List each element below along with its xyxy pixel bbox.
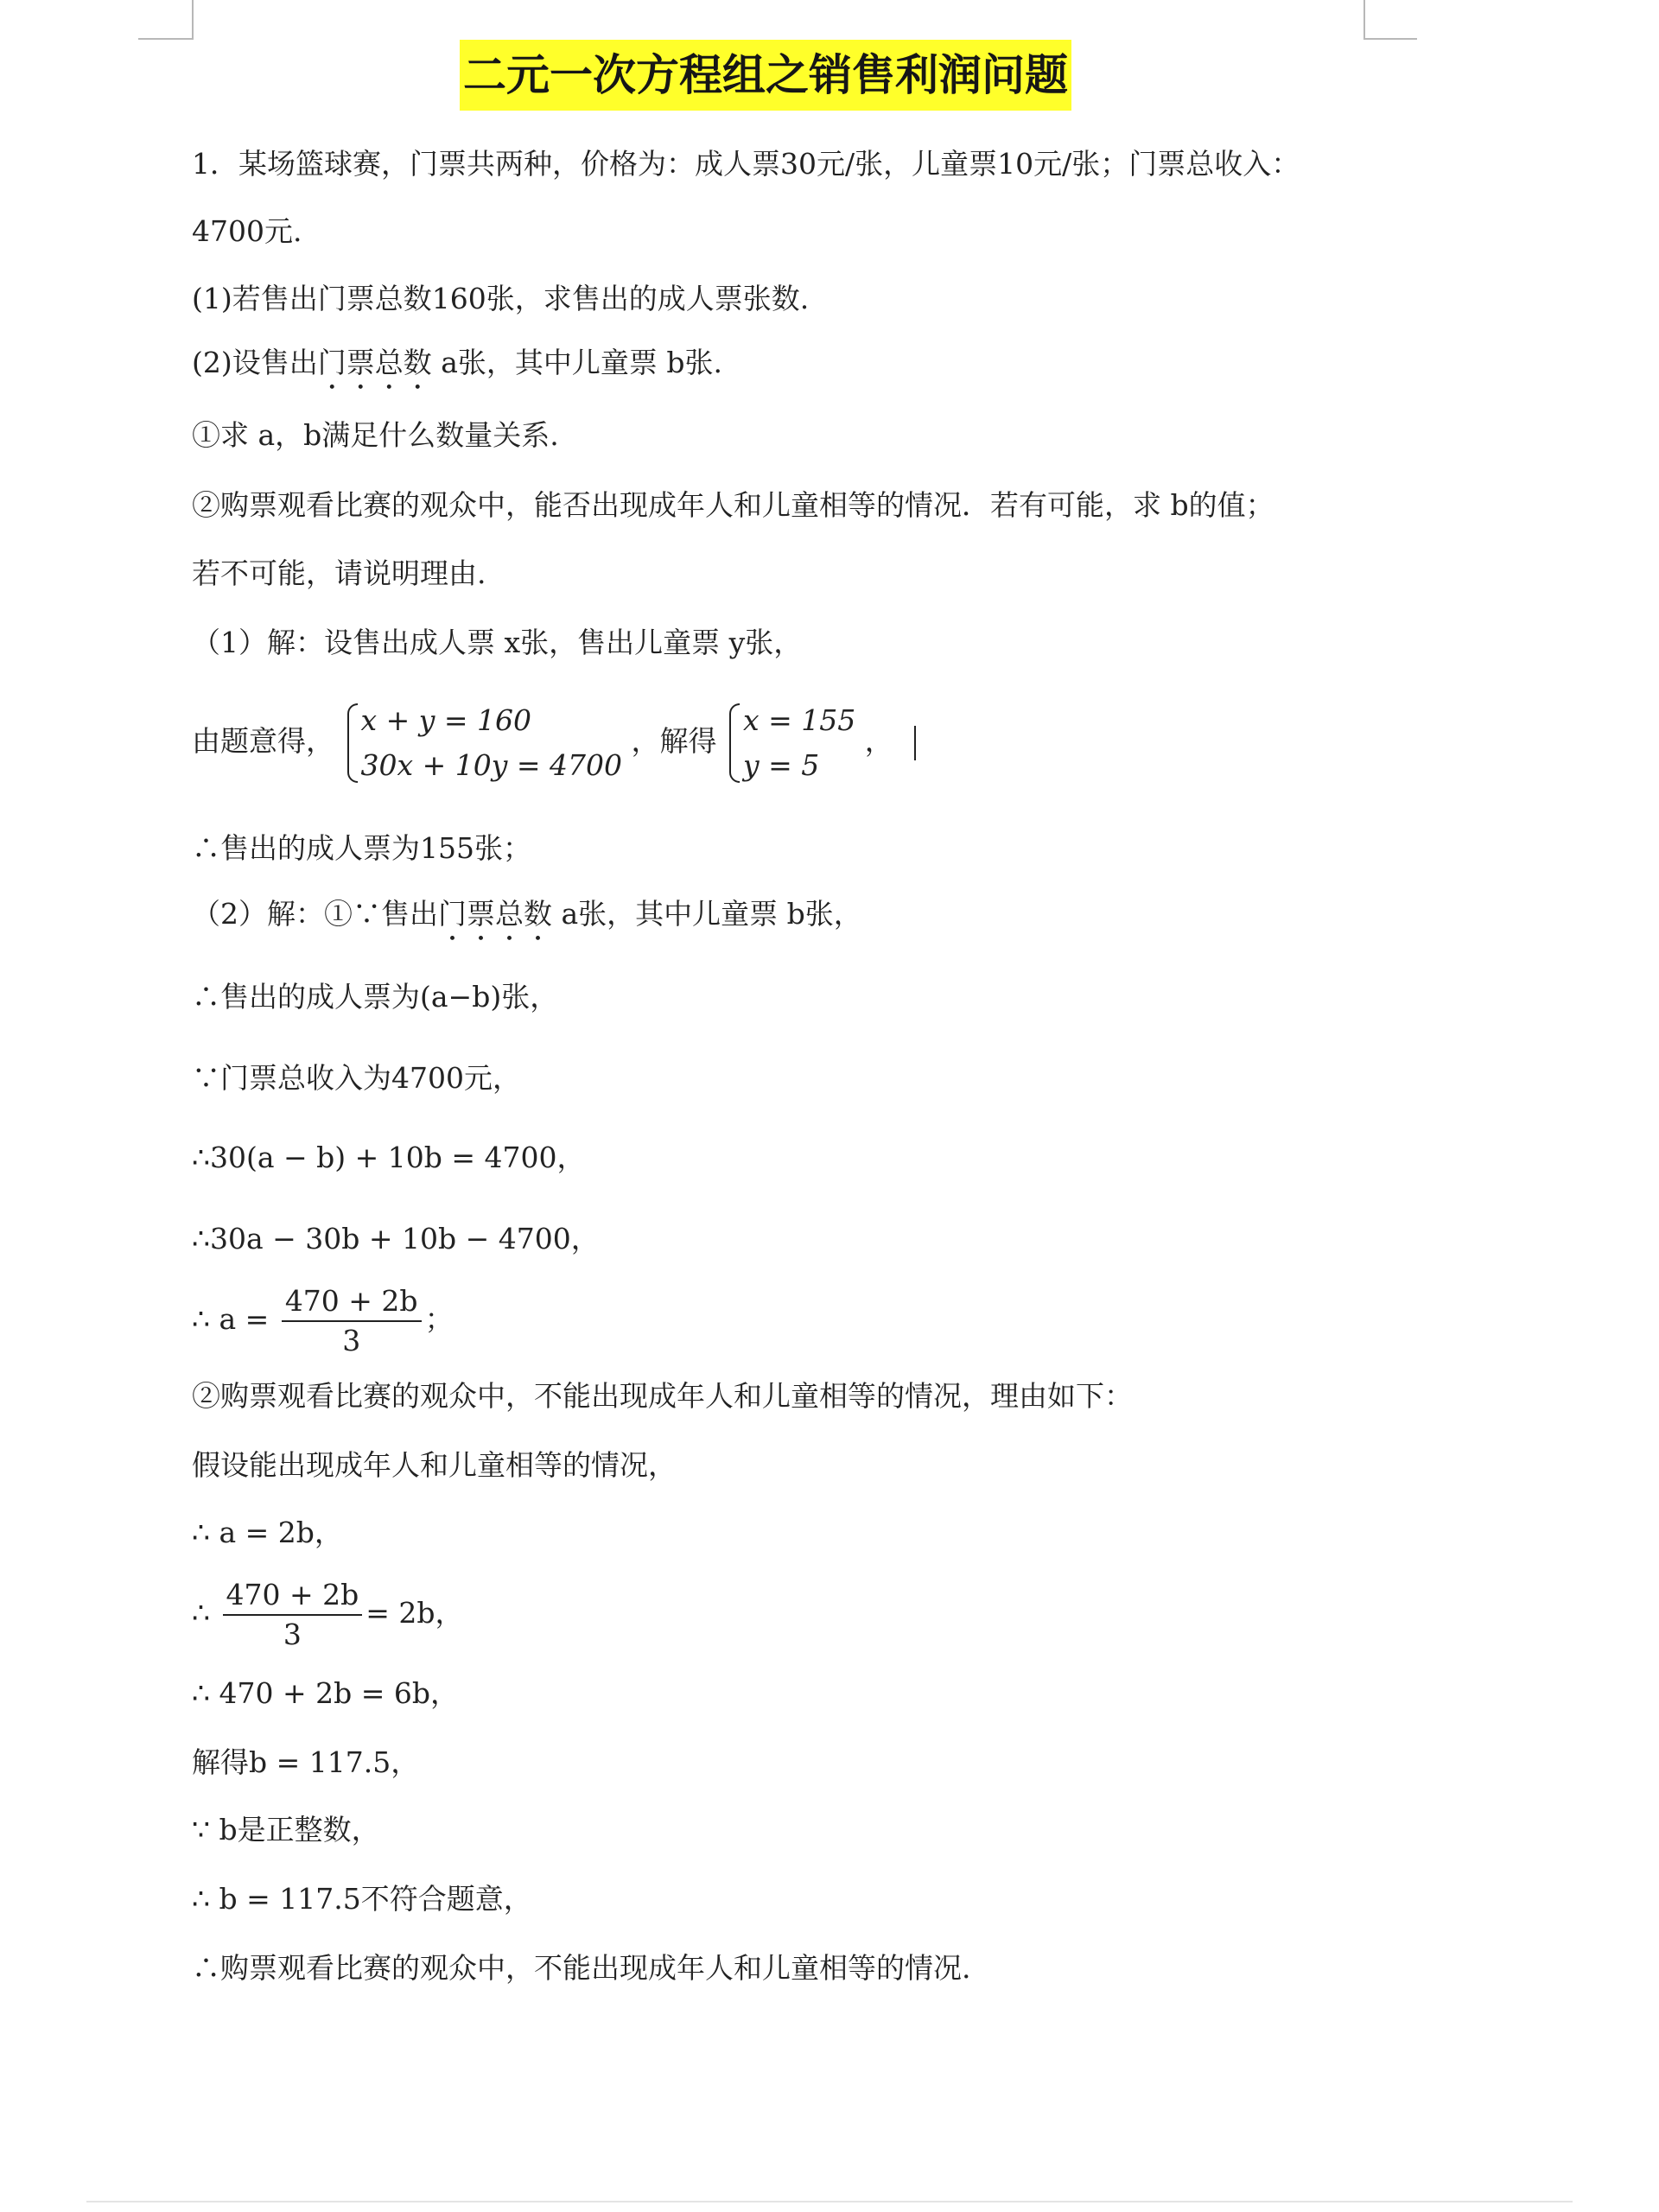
solution-2-intro-prefix: （2）解：①∵售出 [192, 897, 438, 931]
solution-2-line-5-suffix: ； [424, 1302, 454, 1336]
solution-2-line-1: ∴售出的成人票为(a−b)张， [192, 980, 559, 1014]
problem-sub-question-2-line-2: 若不可能，请说明理由. [192, 556, 486, 590]
problem-sub-question-1: ①求 a，b满足什么数量关系. [192, 418, 559, 452]
solution-2-line-5-prefix: ∴ a = [192, 1302, 270, 1336]
problem-part-1: (1)若售出门票总数160张，求售出的成人票张数. [192, 282, 810, 315]
solution-2-line-8: ∴ a = 2b， [192, 1516, 343, 1549]
solution-1-solve-label: ，解得 [631, 724, 717, 758]
problem-part-2 [192, 344, 722, 397]
solution-2-line-13: ∴ b = 117.5不符合题意， [192, 1882, 532, 1916]
equation-system [344, 698, 622, 788]
fraction-a-denominator: 3 [342, 1324, 361, 1357]
solution-2-line-3: ∴30(a − b) + 10b = 4700， [192, 1141, 586, 1174]
text-cursor [914, 726, 916, 760]
equation-1: x + y = 160 [360, 703, 532, 737]
fraction-a-numerator: 470 + 2b [282, 1282, 422, 1322]
solution-1-system [192, 698, 916, 788]
page-corner-mark-top-left [138, 0, 194, 40]
fraction-equation [223, 1576, 363, 1654]
solution-2-conclusion: ∴购票观看比赛的观众中，不能出现成年人和儿童相等的情况. [192, 1951, 971, 1985]
page-bottom-edge [86, 2201, 1573, 2202]
problem-part-2-emphasis: 门票总数 [317, 346, 432, 379]
solution-1-given-label: 由题意得， [192, 724, 334, 758]
solution-2-line-11: 解得b = 117.5， [192, 1745, 420, 1779]
fraction-a-expression [282, 1282, 422, 1360]
solution-2-line-9 [192, 1576, 464, 1654]
problem-line-2: 4700元. [192, 214, 302, 248]
problem-line-1: 1．某场篮球赛，门票共两种，价格为：成人票30元/张，儿童票10元/张；门票总收入： [192, 147, 1300, 181]
solution-2-intro-suffix: a张，其中儿童票 b张， [552, 897, 862, 931]
solution-value-x: x = 155 [742, 703, 856, 737]
solution-2-line-6: ②购票观看比赛的观众中，不能出现成年人和儿童相等的情况，理由如下： [192, 1379, 1133, 1413]
solution-2-line-7: 假设能出现成年人和儿童相等的情况， [192, 1448, 677, 1482]
solution-2-intro [192, 895, 862, 948]
solution-2-line-12: ∵ b是正整数， [192, 1813, 380, 1847]
fraction-equation-denominator: 3 [283, 1618, 302, 1651]
solution-1-intro: （1）解：设售出成人票 x张，售出儿童票 y张， [192, 626, 803, 659]
problem-sub-question-2-line-1: ②购票观看比赛的观众中，能否出现成年人和儿童相等的情况．若有可能，求 b的值； [192, 488, 1274, 522]
solution-2-line-5 [192, 1282, 454, 1360]
problem-part-2-prefix: (2)设售出 [192, 346, 318, 379]
page-corner-mark-top-right [1363, 0, 1417, 40]
document-title: 二元一次方程组之销售利润问题 [460, 40, 1071, 111]
solution-1-conclusion: ∴售出的成人票为155张； [192, 831, 531, 865]
solution-2-line-4: ∴30a − 30b + 10b − 4700， [192, 1222, 600, 1255]
problem-part-2-suffix: a张，其中儿童票 b张. [431, 346, 723, 379]
solution-2-line-9-prefix: ∴ [192, 1596, 210, 1630]
solution-system [726, 698, 855, 788]
solution-1-comma: ， [864, 724, 893, 758]
solution-2-line-2: ∵门票总收入为4700元， [192, 1061, 521, 1095]
solution-2-line-9-suffix: = 2b， [365, 1596, 464, 1630]
fraction-equation-numerator: 470 + 2b [223, 1576, 363, 1616]
solution-value-y: y = 5 [742, 748, 820, 782]
solution-2-line-10: ∴ 470 + 2b = 6b， [192, 1676, 459, 1710]
solution-2-intro-emphasis: 门票总数 [438, 897, 552, 931]
equation-2: 30x + 10y = 4700 [360, 748, 622, 782]
